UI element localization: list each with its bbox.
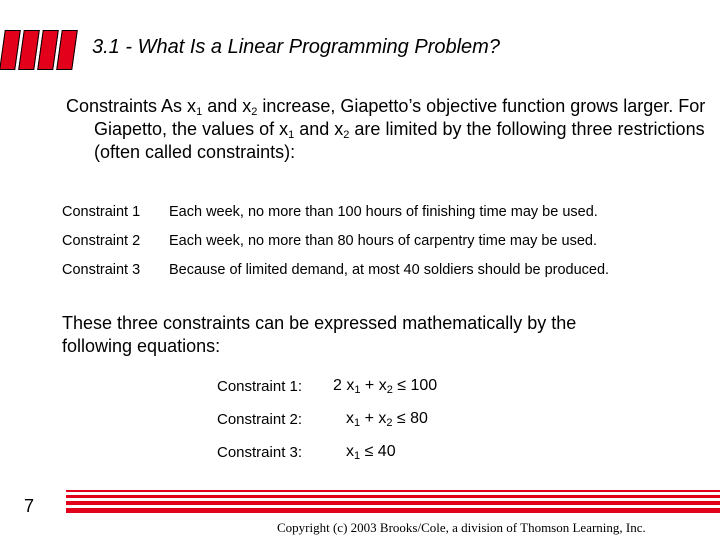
- equation-label: Constraint 1:: [217, 378, 303, 395]
- footer-divider: [66, 490, 720, 514]
- constraint-text: Each week, no more than 100 hours of finishing time may be used.: [169, 204, 598, 220]
- equation-expression: $x_1 + x_2 \le 80$: [346, 410, 428, 429]
- equation-row: [217, 443, 396, 462]
- equation-expression: 2 $x_1 + x_2 \le 100$: [333, 377, 438, 396]
- equation-row: [217, 377, 438, 396]
- constraint-label: Constraint 2: [62, 233, 141, 249]
- constraint-text: Each week, no more than 80 hours of carpentry time may be used.: [169, 233, 597, 249]
- copyright-notice: Copyright (c) 2003 Brooks/Cole, a division of Thomson Learning, Inc.: [277, 520, 646, 535]
- equation-expression: $x_1 \le 40$: [346, 443, 396, 462]
- publisher-logo-icon: [0, 30, 78, 70]
- constraint-row: [62, 262, 609, 278]
- constraint-row: [62, 233, 597, 249]
- intro-paragraph: Constraints As $x_1$ and $x_2$ increase, Giapetto’s objective function grows larger. For Giapetto, the values of $x_1$ and $x_2$ are limited by the following three restrictions (often called constraints):: [66, 96, 706, 162]
- constraint-label: Constraint 1: [62, 204, 141, 220]
- slide-title: 3.1 - What Is a Linear Programming Problem?: [92, 36, 500, 58]
- equations-intro-text: These three constraints can be expressed mathematically by the following equations:: [62, 313, 577, 356]
- constraint-text: Because of limited demand, at most 40 soldiers should be produced.: [169, 262, 610, 278]
- page-number: 7: [24, 496, 35, 516]
- constraint-label: Constraint 3: [62, 262, 141, 278]
- constraint-row: [62, 204, 598, 220]
- equation-label: Constraint 2:: [217, 411, 303, 428]
- equation-label: Constraint 3:: [217, 444, 303, 461]
- equation-row: [217, 410, 428, 429]
